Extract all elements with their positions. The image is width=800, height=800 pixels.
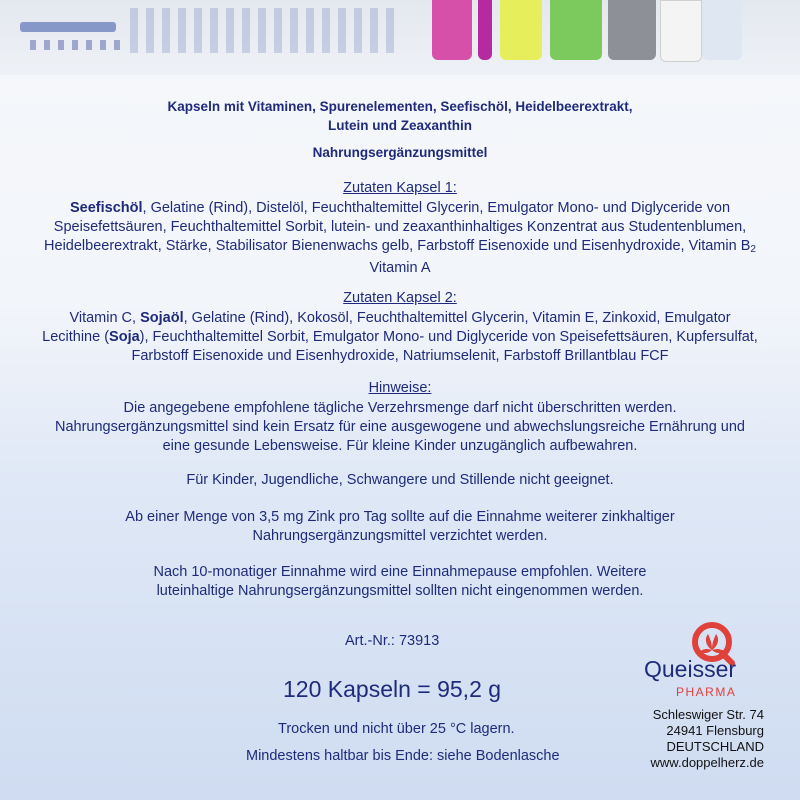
strip-panel-white xyxy=(660,0,702,62)
strip-left-bar xyxy=(20,22,116,32)
strip-panel-pink xyxy=(432,0,472,60)
address-country: DEUTSCHLAND xyxy=(666,739,764,754)
capsule-2-heading: Zutaten Kapsel 2: xyxy=(343,290,457,306)
note-4: Nach 10-monatiger Einnahme wird eine Einnahmepause empfohlen. Weitere luteinhaltige Nahrungsergänzungsmittel sollten nicht eingenommen werden. xyxy=(153,564,647,599)
brand-name: Queisser xyxy=(644,656,737,682)
note-3: Ab einer Menge von 3,5 mg Zink pro Tag sollte auf die Einnahme weiterer zinkhaltiger Nahrungsergänzungsmittel verzichtet werden. xyxy=(125,509,675,544)
article-number: Art.-Nr.: 73913 xyxy=(345,633,440,649)
storage-instruction: Trocken und nicht über 25 °C lagern. xyxy=(278,721,515,737)
allergen-soy: Soja xyxy=(109,329,140,345)
strip-pattern xyxy=(30,40,120,50)
capsule-2-text-a: Vitamin C, xyxy=(69,310,141,326)
notes-heading: Hinweise: xyxy=(368,380,432,396)
headline-line-1: Kapseln mit Vitaminen, Spurenelementen, Seefischöl, Heidelbeerextrakt, xyxy=(167,99,633,114)
product-headline xyxy=(40,97,760,135)
brand-division: PHARMA xyxy=(676,685,737,699)
capsule-1-ingredients xyxy=(40,199,760,278)
best-before-note: Mindestens haltbar bis Ende: siehe Bodenlasche xyxy=(246,748,560,764)
capsule-1-heading: Zutaten Kapsel 1: xyxy=(343,180,457,196)
capsule-2-ingredients xyxy=(40,309,760,366)
strip-panel-green xyxy=(550,0,602,60)
capsule-1-text-a: , Gelatine (Rind), Distelöl, Feuchthaltemittel Glycerin, Emulgator Mono- und Diglyceride von Speisefettsäuren, Feuchthaltemittel Sorbit, lutein- und zeaxanthinhaltiges Konzentrat aus Studentenblumen, Heidelbeerextrakt, Stärke, Stabilisator Bienenwachs gelb, Farbstoff Eisenoxide und Eisenhydroxide, Vitamin B xyxy=(44,200,751,254)
strip-pattern-text xyxy=(130,8,400,53)
address-city: 24941 Flensburg xyxy=(666,723,764,738)
strip-panel-lime xyxy=(500,0,542,60)
allergen-soy-oil: Sojaöl xyxy=(140,310,184,326)
note-1: Die angegebene empfohlene tägliche Verzehrsmenge darf nicht überschritten werden. Nahrungsergänzungsmittel sind kein Ersatz für eine ausgewogene und abwechslungsreiche Ernährung und eine gesunde Lebensweise. Für kleine Kinder unzugänglich aufbewahren. xyxy=(55,400,745,454)
website-url: www.doppelherz.de xyxy=(650,755,764,770)
capsule-quantity: 120 Kapseln = 95,2 g xyxy=(283,676,502,702)
address-street: Schleswiger Str. 74 xyxy=(652,707,764,722)
vitamin-b-subscript: 2 xyxy=(750,244,756,255)
strip-panel-magenta xyxy=(478,0,492,60)
allergen-fish-oil: Seefischöl xyxy=(69,200,143,216)
strip-panel-grey xyxy=(608,0,656,60)
product-type: Nahrungsergänzungsmittel xyxy=(312,145,488,160)
packaging-top-strip xyxy=(0,0,800,75)
capsule-2-text-b: , Gelatine (Rind), Kokosöl, Feuchthaltemittel Glycerin, Vitamin E, Zinkoxid, Emulgator Lecithine ( xyxy=(42,310,731,345)
capsule-1-text-b: Vitamin A xyxy=(369,260,431,276)
capsule-2-text-c: ), Feuchthaltemittel Sorbit, Emulgator Mono- und Diglyceride von Speisefettsäuren, Kupfersulfat, Farbstoff Eisenoxide und Eisenhydroxide, Natriumselenit, Farbstoff Brillantblau FCF xyxy=(131,329,758,364)
headline-line-2: Lutein und Zeaxanthin xyxy=(328,118,472,133)
note-2: Für Kinder, Jugendliche, Schwangere und Stillende nicht geeignet. xyxy=(186,472,614,488)
strip-panel-pale xyxy=(702,0,742,60)
